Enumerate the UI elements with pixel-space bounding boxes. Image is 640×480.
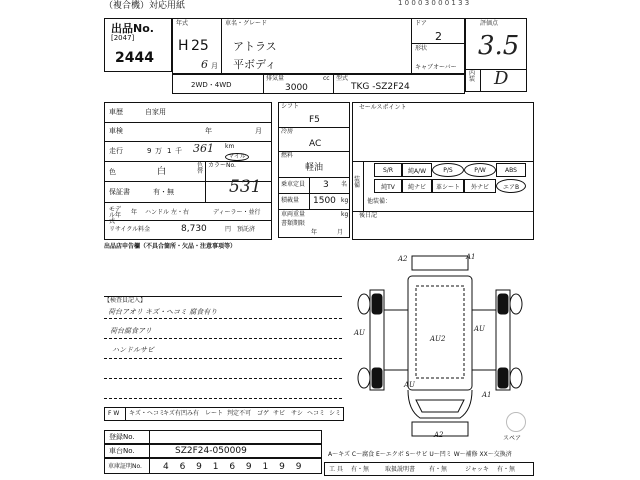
sales-point-label: セールスポイント	[359, 104, 407, 111]
specs-box	[278, 102, 350, 238]
fw-item-5: 判定不可	[227, 410, 252, 417]
warranty-label: 保証書	[109, 188, 130, 196]
tools-label: 工 具	[329, 466, 343, 473]
mileage-mile-label: マイル	[225, 153, 249, 161]
mileage-man-unit: 万	[155, 147, 162, 155]
year-era: H	[178, 38, 189, 54]
ac-label: 冷房	[281, 128, 294, 135]
fw-item-3: 凹み有	[181, 410, 200, 417]
dealer-label: ディーラー・並行	[213, 209, 261, 216]
body-type-value: キャブオーバー	[415, 64, 457, 71]
body-type-label: 形状	[415, 45, 428, 52]
ac-value: AC	[309, 139, 322, 149]
certificate-row	[104, 458, 322, 474]
mileage-km-label: km	[225, 143, 235, 150]
vehicle-top-box	[172, 18, 465, 74]
fw-item-1: キズ・ヘコミ	[129, 410, 165, 417]
displacement-unit: cc	[323, 75, 330, 82]
equip-ps: P/S	[432, 163, 464, 177]
interior-score: D	[494, 68, 509, 89]
history-label: 車歴	[109, 108, 123, 116]
cargo-bed	[416, 286, 464, 378]
fw-label: F W	[108, 410, 120, 417]
certificate-digits: 4 6 9 1 6 9 1 9 9	[163, 462, 306, 472]
wheel-rear-right	[498, 294, 508, 314]
recycle-unit: 円	[225, 226, 232, 233]
form-type: （複合機）対応用紙	[104, 1, 186, 11]
fw-item-2: キズ有	[163, 410, 181, 417]
color-no-label: カラーNo.	[208, 162, 236, 169]
legend-codes: A～キズ C～腐食 E～エクボ S～サビ U～凹ミ W～補修 XX～交換済	[328, 451, 512, 458]
equipment-label: 装備	[354, 176, 361, 189]
rear-panel	[412, 256, 468, 270]
vehicle-grade: 平ボディ	[233, 58, 277, 71]
lot-number: 2444	[115, 50, 154, 66]
lot-code: [2047]	[111, 34, 135, 42]
capacity-value: 3	[323, 180, 329, 190]
fuel-value: 軽油	[305, 163, 324, 173]
manual-value: 有・無	[429, 466, 448, 473]
mileage-man: 9	[147, 147, 152, 155]
history-value: 自家用	[145, 108, 166, 116]
rating-box	[465, 18, 527, 92]
vin-label: 車台No.	[109, 447, 135, 455]
certificate-label: 車庫証明No.	[108, 463, 142, 470]
notes-header: 出品店申告欄（不具合箇所・欠品・注意事項等）	[104, 243, 237, 250]
fw-item-9: ヘコミ	[307, 410, 326, 417]
wheel-front-left	[372, 368, 382, 388]
model-year-unit: 年	[131, 209, 138, 216]
inspector-note-1: 荷台アオリ キズ・ヘコミ 腐食有り	[108, 308, 218, 316]
color-no-value: 531	[229, 177, 262, 197]
equip-leather: 革シート	[432, 179, 464, 193]
capacity-unit: 名	[341, 181, 348, 188]
mirror-rear-left	[358, 294, 370, 314]
diagram-mark-4: AU2	[430, 335, 446, 343]
equip-airbag: エアB	[496, 179, 526, 193]
mirror-front-right	[510, 368, 522, 388]
wheel-front-right	[498, 368, 508, 388]
shift-value: F5	[309, 115, 320, 125]
equip-ext-navi: 外ナビ	[464, 179, 496, 193]
spare-tire-icon	[506, 412, 526, 432]
equip-sr: S/R	[374, 163, 402, 177]
displacement-label: 排気量	[266, 75, 285, 82]
equipment-other-label: 他装備：	[367, 198, 392, 205]
rating-label: 評価点	[480, 20, 499, 27]
fw-bar	[104, 407, 344, 421]
mirror-rear-right	[510, 294, 522, 314]
mileage-sen-unit: 千	[175, 147, 182, 155]
tools-value: 有・無	[351, 466, 370, 473]
model-value: TKG -SZ2F24	[351, 82, 410, 92]
truck-body-outline	[408, 276, 472, 390]
jack-label: ジャッキ	[465, 466, 489, 473]
interior-label: 内装	[469, 70, 476, 83]
fw-item-4: レート	[205, 410, 224, 417]
recycle-value: 8,730	[181, 224, 207, 234]
color-label: 色	[109, 168, 116, 176]
drive-label: 2WD・4WD	[191, 81, 232, 89]
diagram-mark-5: AU	[474, 325, 485, 333]
inspection-unit-month: 月	[255, 127, 262, 135]
handle-label: ハンドル	[145, 209, 170, 216]
inspection-unit-year: 年	[205, 127, 212, 135]
doors-value: 2	[435, 30, 442, 43]
inspection-label: 車検	[109, 127, 123, 135]
model-label: 型式	[336, 75, 349, 82]
manual-label: 取扱説明書	[385, 466, 416, 473]
diagram-mark-2: A1	[466, 253, 476, 261]
inspector-label: 【検査員記入】	[104, 297, 147, 304]
name-label: 車名・グレード	[225, 20, 268, 27]
equip-tv: 純TV	[374, 179, 402, 193]
fw-item-6: ゴゲ	[257, 410, 270, 417]
load-value: 1500	[313, 196, 336, 206]
rating-score: 3.5	[478, 31, 520, 61]
year-label: 年式	[176, 20, 189, 27]
registration-row	[104, 430, 322, 444]
jack-value: 有・無	[497, 466, 516, 473]
fw-item-10: シミ	[329, 410, 342, 417]
registration-label: 登録No.	[109, 433, 135, 441]
spare-label: スペア	[503, 435, 522, 442]
load-label: 積載量	[281, 197, 300, 204]
equip-navi: 純ナビ	[402, 179, 432, 193]
diagram-mark-1: A2	[398, 255, 408, 263]
doors-label: ドア	[415, 20, 427, 27]
expiry-label: 書類期限	[281, 220, 306, 227]
recycle-note: 預託済	[237, 226, 256, 233]
diagram-mark-6: AU	[404, 381, 415, 389]
color-value: 白	[157, 167, 167, 177]
mirror-front-left	[358, 368, 370, 388]
displacement-value: 3000	[285, 83, 308, 93]
lot-label: 出品No.	[111, 22, 154, 35]
equip-alloy: 純A/W	[402, 163, 432, 177]
month-value: 6	[201, 58, 208, 71]
expiry-unit-month: 月	[337, 229, 344, 236]
wheel-rear-left	[372, 294, 382, 314]
windshield	[416, 400, 464, 412]
truck-diagram	[350, 250, 530, 440]
mileage-label: 走行	[109, 147, 123, 155]
equip-abs: ABS	[496, 163, 526, 177]
fw-item-7: サビ	[273, 410, 286, 417]
load-unit: kg	[341, 197, 349, 204]
inspector-note-3: ハンドルサビ	[112, 346, 154, 354]
month-unit: 月	[211, 62, 218, 70]
vehicle-name: アトラス	[233, 40, 277, 53]
drive-row	[172, 74, 465, 94]
diagram-mark-3: AU	[354, 329, 365, 337]
fw-item-8: サシ	[291, 410, 303, 417]
recycle-label: リサイクル料金	[109, 226, 151, 233]
vin-row	[104, 444, 322, 458]
diagram-mark-8: A2	[434, 431, 444, 439]
mileage-sen: 1	[167, 147, 172, 155]
mileage-handwritten: 361	[193, 142, 214, 155]
year-value: 25	[191, 38, 209, 54]
shift-label: シフト	[281, 103, 300, 110]
warranty-value: 有・無	[153, 188, 174, 196]
lot-box	[104, 18, 172, 72]
color-change-label: 色替	[197, 162, 204, 175]
vin-value: SZ2F24-050009	[175, 446, 247, 456]
header-code: 1 0 0 0 3 0 0 0 1 3 3	[398, 0, 470, 7]
weight-label: 車両重量	[281, 211, 306, 218]
equip-pw: P/W	[464, 163, 496, 177]
diagram-mark-7: A1	[482, 391, 492, 399]
inspector-note-2: 荷台腐食アリ	[110, 327, 152, 335]
history-box	[104, 102, 272, 240]
expiry-unit-year: 年	[311, 229, 318, 236]
model-year-label: モデル年式	[109, 206, 122, 225]
accessories-row	[324, 462, 534, 476]
weight-unit: kg	[341, 211, 349, 218]
handle-value: 左・右	[171, 209, 190, 216]
capacity-label: 乗車定員	[281, 181, 306, 188]
fuel-label: 燃料	[281, 152, 294, 159]
post-check-label: 後日記	[359, 212, 378, 219]
